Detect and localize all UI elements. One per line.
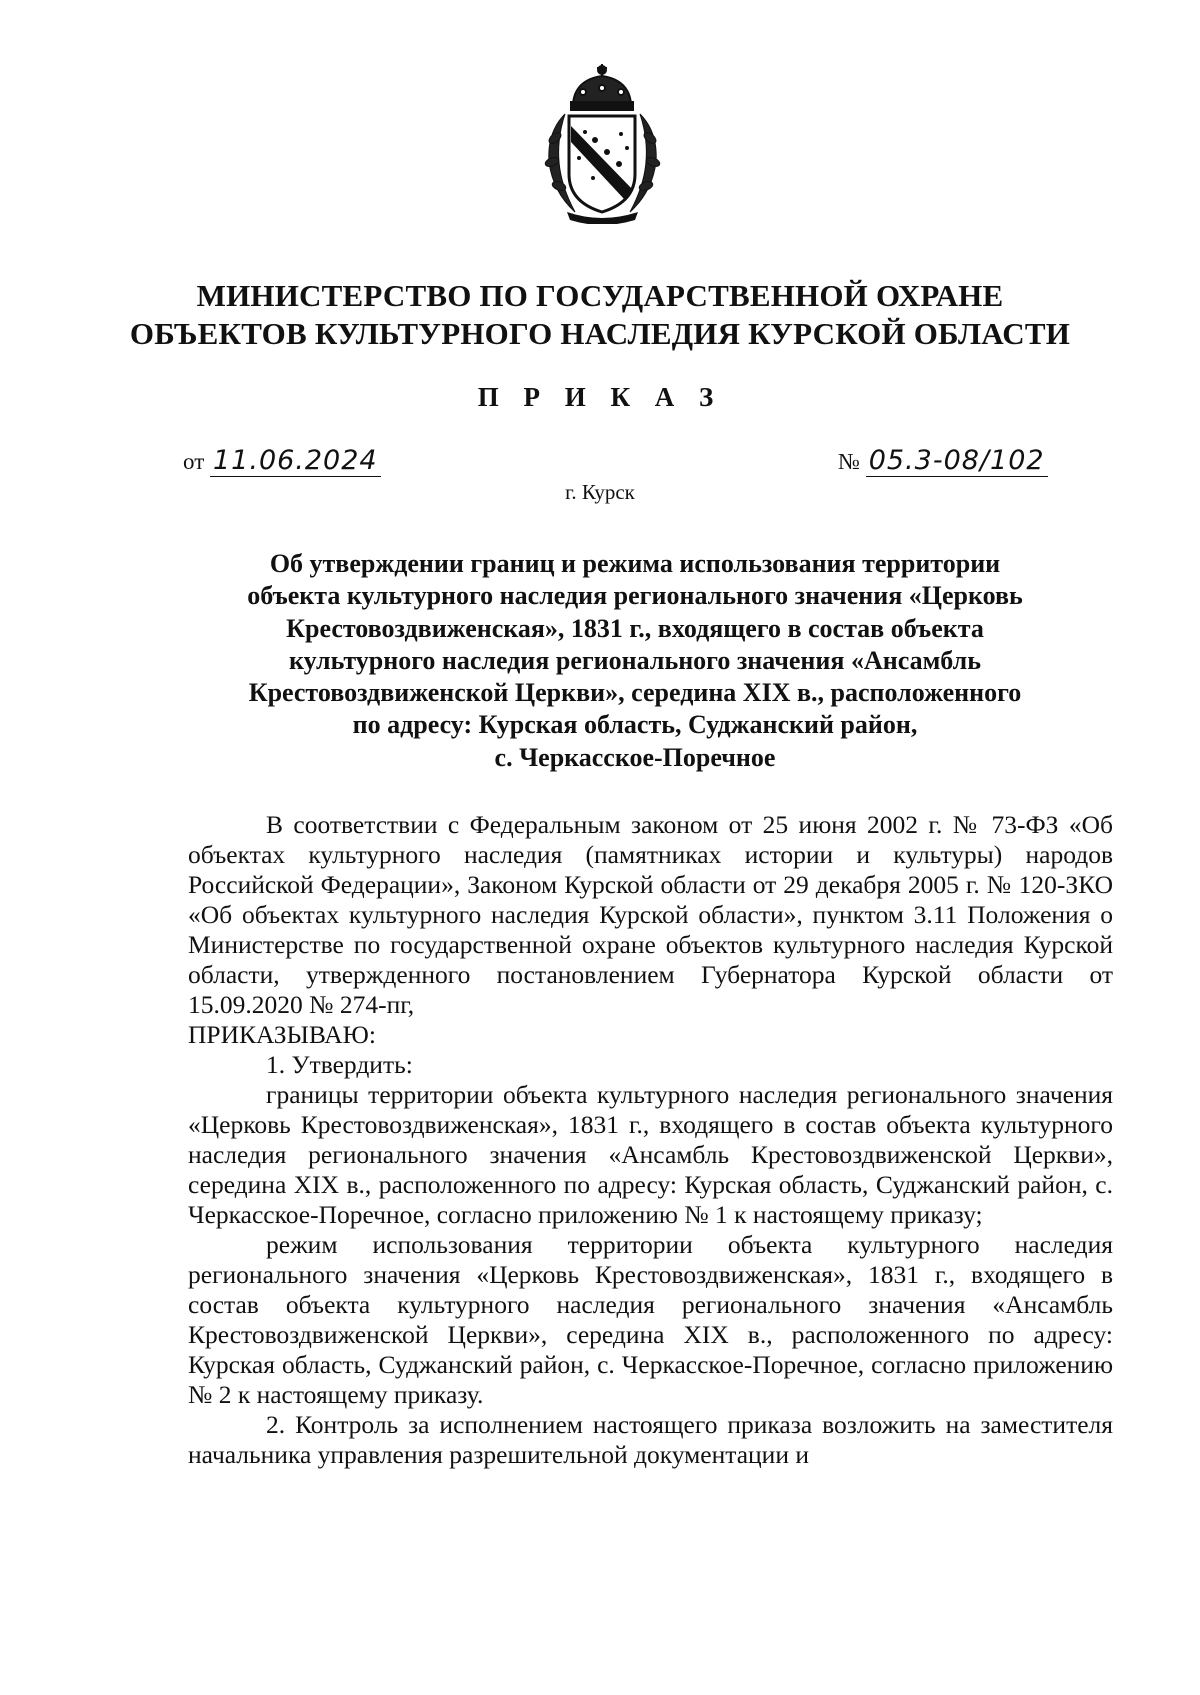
order-word: ПРИКАЗЫВАЮ: [188, 1020, 376, 1049]
subject-line: Об утверждении границ и режима использования территории [269, 549, 1001, 578]
date-prefix: от [183, 449, 205, 474]
subject-line: с. Черкасское-Поречное [494, 742, 776, 772]
order-number [838, 446, 1048, 477]
ministry-name-line1: МИНИСТЕРСТВО ПО ГОСУДАРСТВЕННОЙ ОХРАНЕ [196, 278, 1004, 313]
ministry-name-line2: ОБЪЕКТОВ КУЛЬТУРНОГО НАСЛЕДИЯ КУРСКОЙ ОБЛАСТИ [129, 316, 1071, 351]
subject-line: Крестовоздвиженская», 1831 г., входящего в состав объекта [286, 613, 984, 643]
item-2: 2. Контроль за исполнением настоящего приказа возложить на заместителя начальника управления разрешительной документации и [188, 1410, 1113, 1469]
item-1: 1. Утвердить: [266, 1050, 413, 1079]
subject-line: по адресу: Курская область, Суджанский район, [352, 710, 918, 740]
order-subject [205, 548, 1065, 774]
order-body [188, 810, 1113, 1470]
coat-of-arms-icon [535, 62, 670, 224]
number-prefix: № [838, 449, 860, 474]
subject-line: объекта культурного наследия регионального значения «Церковь [247, 581, 1023, 611]
subject-line: культурного наследия регионального значения «Ансамбль [289, 645, 981, 675]
item-1-boundaries: границы территории объекта культурного наследия регионального значения «Церковь Крестовоздвиженская», 1831 г., входящего в состав объекта культурного наследия регионального значения «Ансамбль Крестовоздвиженской Церкви», середина XIX в., расположенного по адресу: Курская область, Суджанский район, с. Черкасское-Поречное, согласно приложению № 1 к настоящему приказу; [188, 1080, 1113, 1229]
item-1-regime: режим использования территории объекта культурного наследия регионального значения «Церковь Крестовоздвиженская», 1831 г., входящего в состав объекта культурного наследия регионального значения «Ансамбль Крестовоздвиженской Церкви», середина XIX в., расположенного по адресу: Курская область, Суджанский район, с. Черкасское-Поречное, согласно приложению № 2 к настоящему приказу. [188, 1230, 1113, 1409]
number-value: 05.3-08/102 [866, 445, 1048, 477]
order-title: П Р И К А З [477, 382, 723, 412]
subject-line: Крестовоздвиженской Церкви», середина XIX в., расположенного [248, 678, 1022, 708]
preamble-paragraph: В соответствии с Федеральным законом от 25 июня 2002 г. № 73-ФЗ «Об объектах культурного наследия (памятниках истории и культуры) народов Российской Федерации», Законом Курской области от 29 декабря 2005 г. № 120-ЗКО «Об объектах культурного наследия Курской области», пунктом 3.11 Положения о Министерстве по государственной охране объектов культурного наследия Курской области, утвержденного постановлением Губернатора Курской области от 15.09.2020 № 274-пг, [188, 810, 1113, 1019]
order-date [183, 446, 381, 477]
date-value: 11.06.2024 [210, 445, 381, 477]
city: г. Курск [565, 480, 635, 504]
